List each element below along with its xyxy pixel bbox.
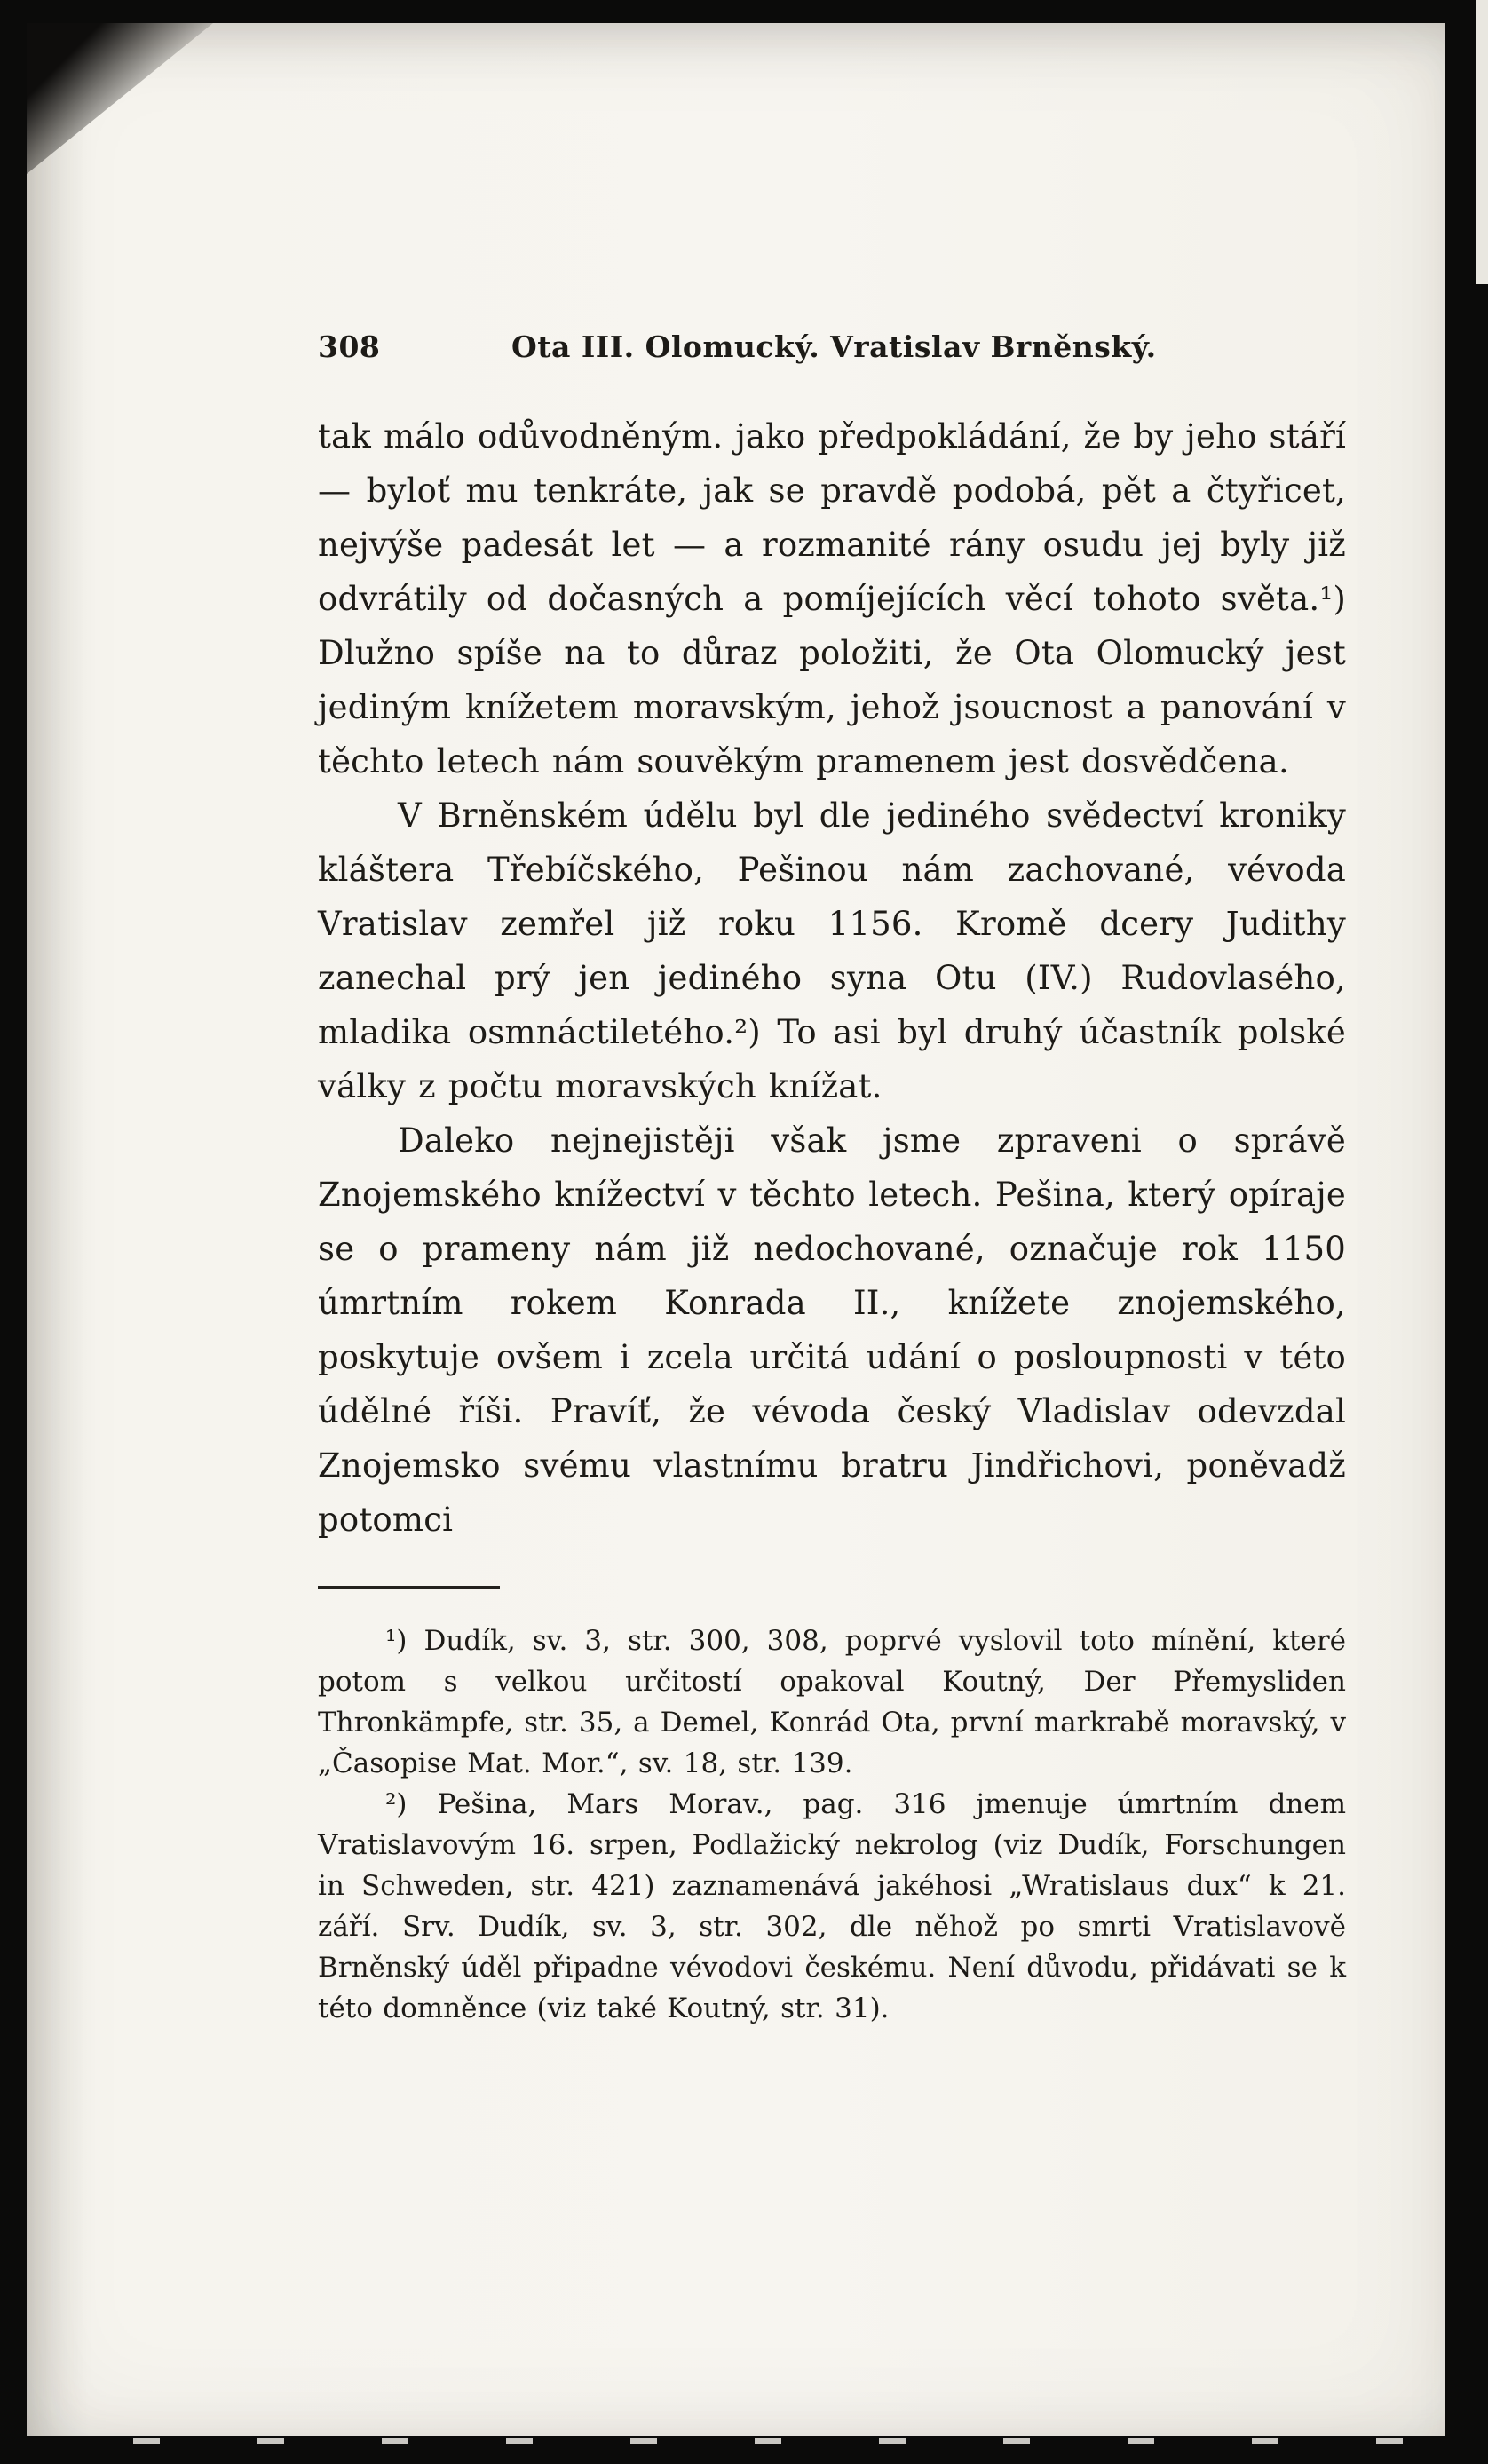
page-content <box>318 329 1346 2029</box>
running-title: Ota III. Olomucký. Vratislav Brněnský. <box>511 329 1157 364</box>
footnote-separator <box>318 1586 500 1589</box>
footnote-2: ²) Pešina, Mars Morav., pag. 316 jmenuje úmrtním dnem Vratislavovým 16. srpen, Podlažický nekrolog (viz Dudík, Forschungen in Schweden, str. 421) zaznamenává jakéhosi „Wratislaus dux“ k 21. září. Srv. Dudík, sv. 3, str. 302, dle něhož po smrti Vratislavově Brněnský úděl připadne vévodovi českému. Není důvodu, přidávati se k této domněnce (viz také Koutný, str. 31). <box>318 1788 1346 2024</box>
book-page <box>27 23 1445 2436</box>
paragraph-1: tak málo odůvodněným. jako předpokládání, že by jeho stáří — byloť mu tenkráte, jak se pravdě podobá, pět a čtyřicet, nejvýše padesát let — a rozmanité rány osudu jej byly již odvrátily od dočasných a pomíjejících věcí tohoto světa.¹) Dlužno spíše na to důraz položiti, že Ota Olomucký jest jediným knížetem moravským, jehož jsoucnost a panování v těchto letech nám souvěkým pramenem jest dosvědčena. <box>318 417 1346 780</box>
footnotes <box>318 1620 1346 2029</box>
footnote-1: ¹) Dudík, sv. 3, str. 300, 308, poprvé vyslovil toto mínění, které potom s velkou určitostí opakoval Koutný, Der Přemysliden Thronkämpfe, str. 35, a Demel, Konrád Ota, první markrabě moravský, v „Časopise Mat. Mor.“, sv. 18, str. 139. <box>318 1625 1346 1779</box>
paragraph-3: Daleko nejnejistěji však jsme zpraveni o správě Znojemského knížectví v těchto letech. Pešina, který opíraje se o prameny nám již nedochované, označuje rok 1150 úmrtním rokem Konrada II., knížete znojemského, poskytuje ovšem i zcela určitá udání o posloupnosti v této údělné říši. Pravíť, že vévoda český Vladislav odevzdal Znojemsko svému vlastnímu bratru Jindřichovi, poněvadž potomci <box>318 1121 1346 1539</box>
scan-edge-sliver <box>1476 0 1488 284</box>
page-corner-shadow <box>27 23 213 174</box>
scan-bottom-edge <box>36 2438 1435 2444</box>
page-number: 308 <box>318 329 381 364</box>
paragraph-2: V Brněnském údělu byl dle jediného svědectví kroniky kláštera Třebíčského, Pešinou nám zachované, vévoda Vratislav zemřel již roku 1156. Kromě dcery Judithy zanechal prý jen jediného syna Otu (IV.) Rudovlasého, mladika osmnáctiletého.²) To asi byl druhý účastník polské války z počtu moravských knížat. <box>318 796 1346 1105</box>
body-text <box>318 409 1346 1547</box>
running-head <box>318 329 1346 368</box>
